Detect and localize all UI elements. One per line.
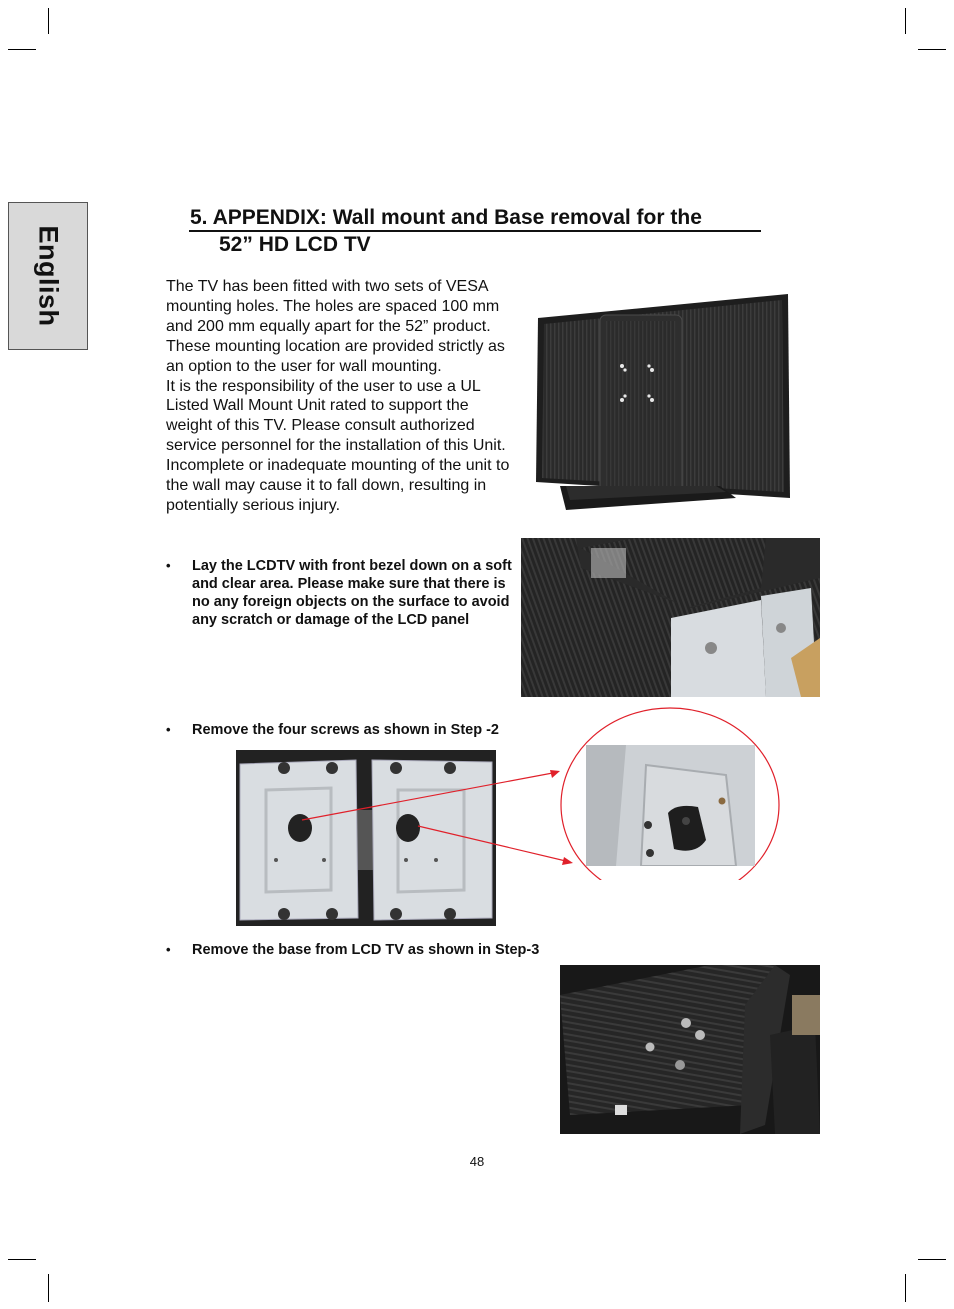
step-2-text: Remove the four screws as shown in Step -2 xyxy=(192,722,499,738)
crop-mark xyxy=(905,1274,906,1302)
section-title-line1: 5. APPENDIX: Wall mount and Base removal for the xyxy=(190,206,702,229)
crop-mark xyxy=(8,1259,36,1260)
crop-mark xyxy=(905,8,906,34)
step-1 xyxy=(166,557,516,657)
step-2-zoom-photo xyxy=(586,745,755,866)
crop-mark xyxy=(48,8,49,34)
intro-paragraph-2: It is the responsibility of the user to use a UL Listed Wall Mount Unit rated to support the weight of this TV. Please consult authorized service personnel for the installation of this Unit. Incomplete or inadequate mounting of the unit to the wall may cause it to fall down, resulting in potentially serious injury. xyxy=(166,377,510,514)
crop-mark xyxy=(918,1259,946,1260)
step-1-photo xyxy=(521,538,820,697)
crop-mark xyxy=(48,1274,49,1302)
bullet-icon: • xyxy=(166,722,171,737)
title-underline xyxy=(189,230,761,232)
language-tab xyxy=(8,202,88,350)
bullet-icon: • xyxy=(166,558,171,573)
section-title-line2: 52” HD LCD TV xyxy=(219,233,371,256)
step-3 xyxy=(166,941,586,961)
step-1-text: Lay the LCDTV with front bezel down on a soft and clear area. Please make sure that there is no any foreign objects on the surface to avoid any scratch or damage of the LCD panel xyxy=(192,558,512,628)
step-3-photo xyxy=(560,965,820,1134)
tv-rear-photo xyxy=(530,290,795,515)
intro-text xyxy=(166,277,518,516)
crop-mark xyxy=(8,49,36,50)
bullet-icon: • xyxy=(166,942,171,957)
language-tab-label: English xyxy=(33,225,64,327)
page-number: 48 xyxy=(469,1154,485,1169)
intro-paragraph-1: The TV has been fitted with two sets of VESA mounting holes. The holes are spaced 100 mm and 200 mm equally apart for the 52” product. These mounting location are provided strictly as an option to the user for wall mounting. xyxy=(166,278,505,375)
crop-mark xyxy=(918,49,946,50)
step-3-text: Remove the base from LCD TV as shown in Step-3 xyxy=(192,942,540,958)
